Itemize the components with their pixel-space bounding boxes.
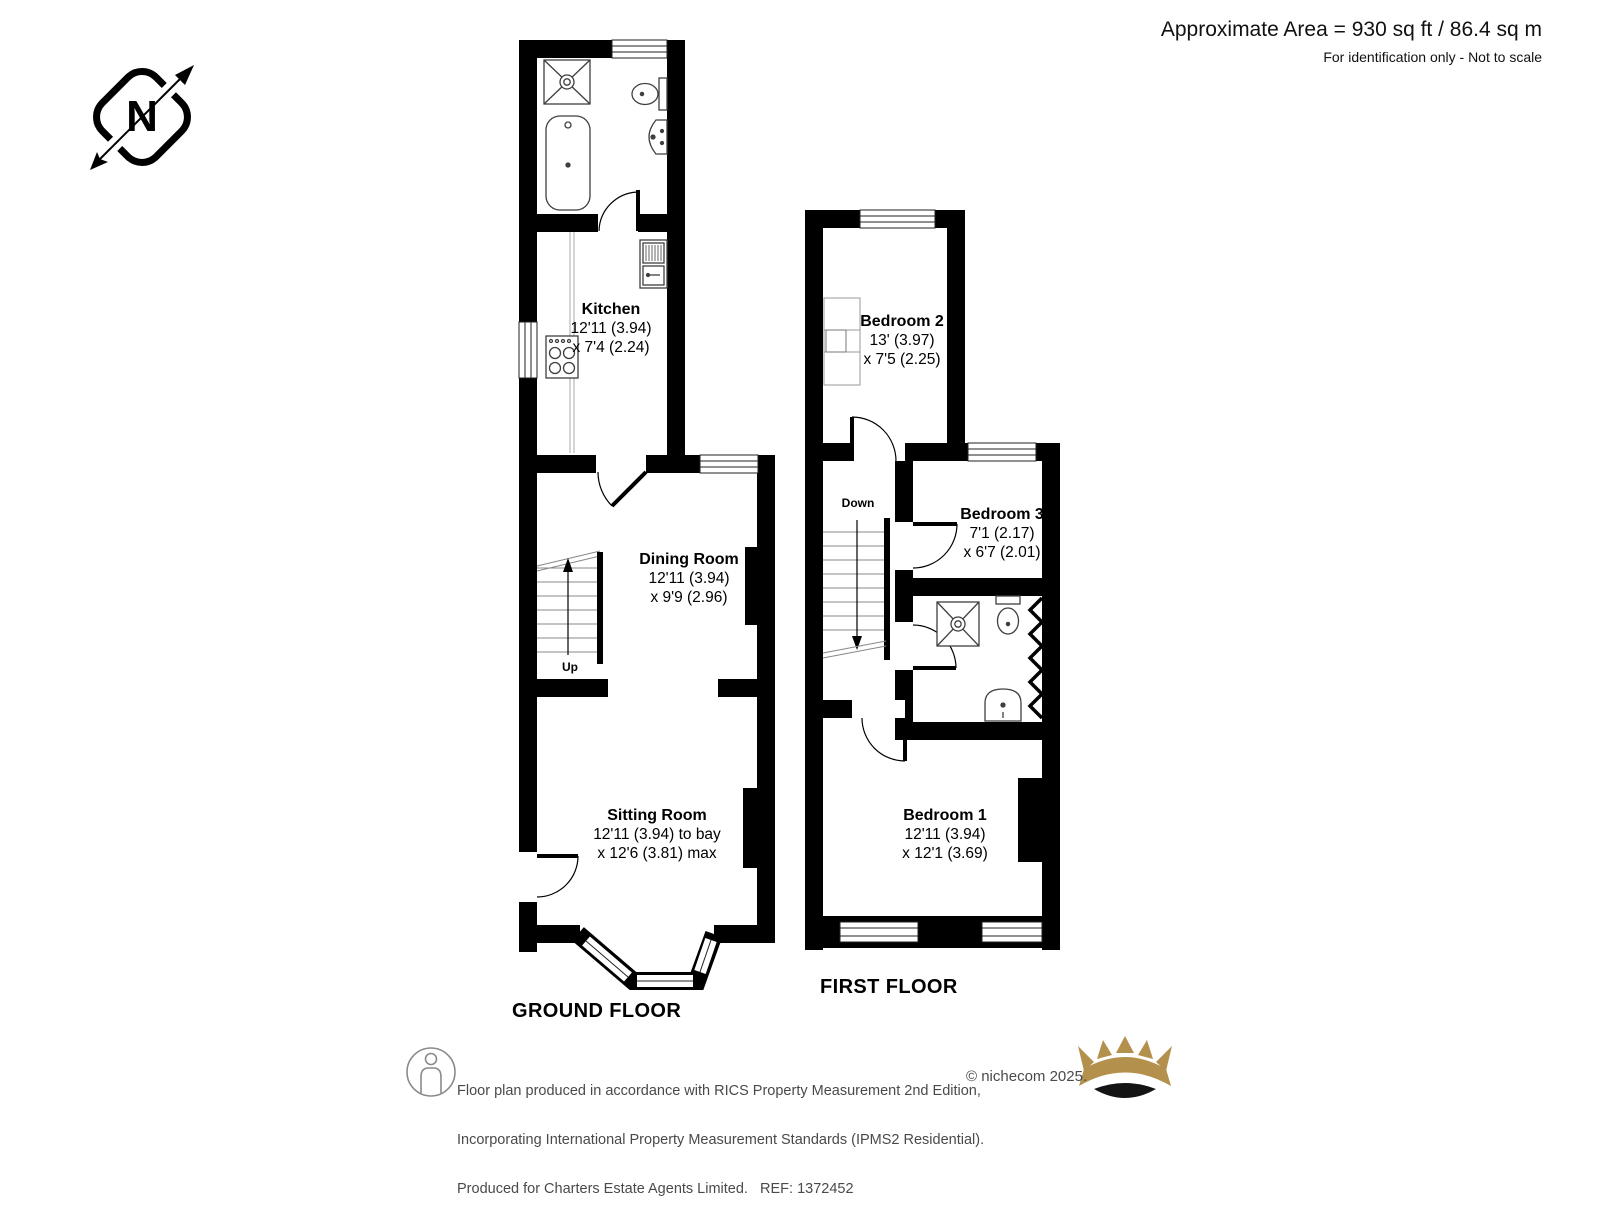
ground-bathroom-fixtures bbox=[544, 60, 667, 210]
room-label-kitchen: Kitchen 12'11 (3.94) x 7'4 (2.24) bbox=[570, 301, 652, 356]
sink-unit-icon bbox=[640, 240, 667, 288]
shower-icon bbox=[937, 602, 979, 646]
room-label-dining: Dining Room 12'11 (3.94) x 9'9 (2.96) bbox=[639, 551, 739, 606]
ground-floor-doors bbox=[519, 190, 646, 902]
area-label: Approximate Area = 930 sq ft / 86.4 sq m bbox=[1160, 18, 1542, 41]
basin-icon bbox=[649, 120, 667, 154]
bathroom-door-icon bbox=[598, 190, 638, 232]
stairs-down-label: Down bbox=[841, 496, 875, 510]
header bbox=[1161, 18, 1542, 65]
stairs-up-label: Up bbox=[562, 660, 578, 674]
window-icon bbox=[982, 922, 1042, 942]
room-label-bedroom2: Bedroom 2 13' (3.97) x 7'5 (2.25) bbox=[860, 313, 944, 368]
stairs-down-arrow-icon bbox=[852, 636, 862, 650]
toilet-icon bbox=[632, 78, 667, 110]
toilet-icon bbox=[996, 596, 1020, 634]
basin-icon bbox=[985, 689, 1021, 721]
room-opening bbox=[608, 679, 718, 697]
first-bathroom-fixtures bbox=[937, 596, 1042, 721]
stairs-up-arrow-icon bbox=[563, 558, 573, 572]
chimney-breast-outline bbox=[824, 298, 860, 385]
stairs-up bbox=[537, 551, 603, 664]
kitchen-door-icon bbox=[596, 455, 646, 506]
room-label-sitting: Sitting Room 12'11 (3.94) to bay x 12'6 (3.81) max bbox=[593, 807, 721, 862]
window-icon bbox=[860, 210, 935, 228]
stairs-down bbox=[823, 518, 890, 660]
copyright-label: © nichecom 2025. bbox=[966, 1068, 1088, 1085]
window-icon bbox=[840, 922, 918, 942]
bedroom3-door-icon bbox=[895, 522, 957, 570]
bathtub-icon bbox=[546, 116, 590, 210]
crown-logo bbox=[1078, 1036, 1172, 1098]
eaves-zigzag-icon bbox=[1030, 598, 1042, 718]
front-door-icon bbox=[519, 852, 578, 902]
footer-line-2: Incorporating International Property Measurement Standards (IPMS2 Residential). bbox=[457, 1132, 985, 1149]
footer-line-3: Produced for Charters Estate Agents Limited. REF: 1372452 bbox=[457, 1181, 854, 1198]
shower-icon bbox=[544, 60, 590, 104]
window-icon bbox=[968, 443, 1036, 461]
footer-line-1: Floor plan produced in accordance with RICS Property Measurement 2nd Edition, bbox=[457, 1082, 981, 1099]
compass-north-letter: N bbox=[126, 92, 158, 141]
first-floor-label: FIRST FLOOR bbox=[820, 976, 958, 998]
window-icon bbox=[700, 455, 758, 473]
window-icon bbox=[519, 322, 537, 378]
window-icon bbox=[612, 40, 667, 58]
disclaimer-label: For identification only - Not to scale bbox=[1323, 49, 1542, 65]
room-label-bedroom1: Bedroom 1 12'11 (3.94) x 12'1 (3.69) bbox=[902, 807, 988, 862]
ground-floor-label: GROUND FLOOR bbox=[512, 1000, 682, 1022]
footer-disclaimer bbox=[457, 1050, 984, 1230]
room-label-bedroom3: Bedroom 3 7'1 (2.17) x 6'7 (2.01) bbox=[960, 506, 1044, 561]
person-icon bbox=[407, 1048, 455, 1096]
bedroom2-door-icon bbox=[852, 417, 905, 461]
